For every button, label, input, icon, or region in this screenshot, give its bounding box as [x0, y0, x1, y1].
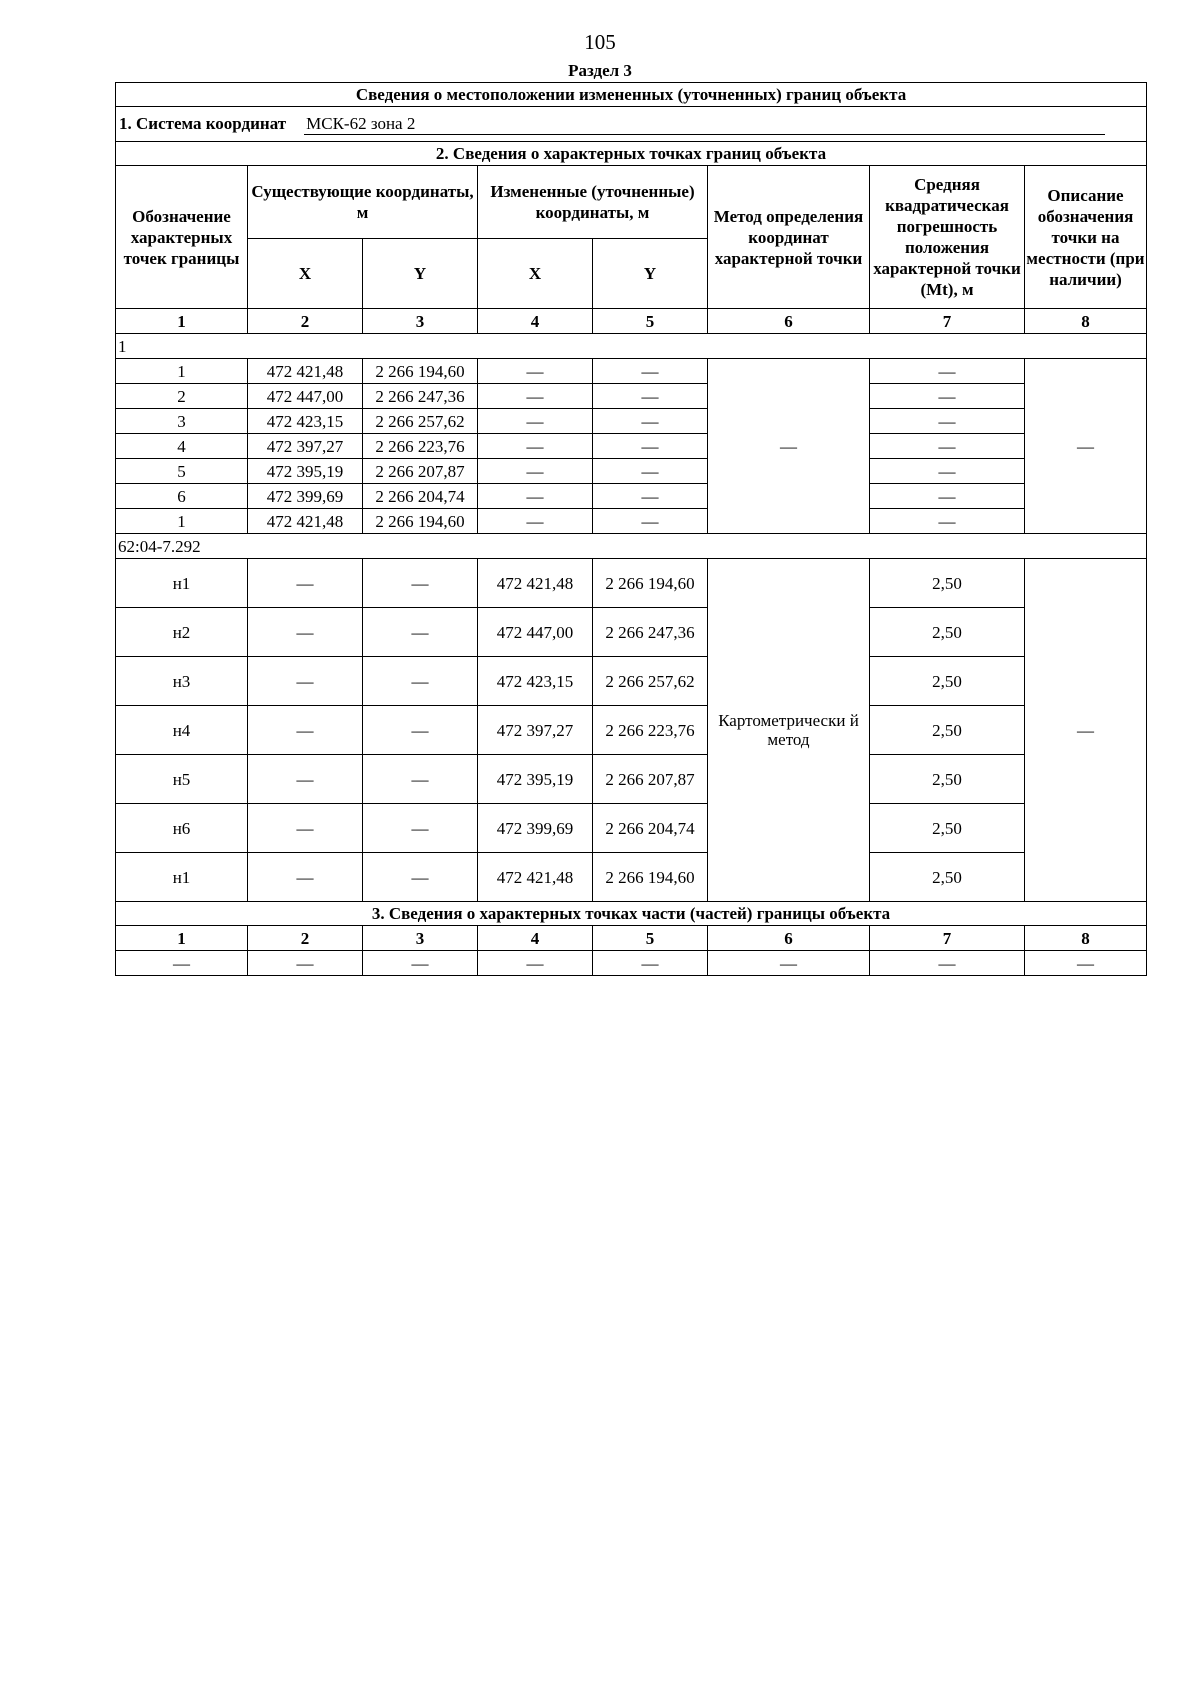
- method-cell: —: [708, 359, 870, 534]
- existing-x-cell: 472 423,15: [248, 409, 363, 434]
- table-cell: —: [116, 951, 248, 976]
- point-designation-cell: н5: [116, 755, 248, 804]
- changed-x-cell: 472 397,27: [478, 706, 593, 755]
- changed-y-cell: —: [593, 434, 708, 459]
- changed-y-cell: —: [593, 409, 708, 434]
- changed-x-cell: —: [478, 434, 593, 459]
- column-number: 4: [478, 926, 593, 951]
- changed-x-cell: —: [478, 484, 593, 509]
- table-row: [116, 384, 1147, 409]
- column-number: 2: [248, 926, 363, 951]
- point-designation-cell: н6: [116, 804, 248, 853]
- point-designation-cell: н1: [116, 559, 248, 608]
- existing-x-cell: 472 421,48: [248, 359, 363, 384]
- header-existing-x: X: [248, 239, 363, 309]
- mean-error-cell: —: [870, 384, 1025, 409]
- mean-error-cell: 2,50: [870, 706, 1025, 755]
- existing-y-cell: —: [363, 657, 478, 706]
- changed-x-cell: —: [478, 459, 593, 484]
- mean-error-cell: —: [870, 409, 1025, 434]
- changed-x-cell: 472 423,15: [478, 657, 593, 706]
- point-designation-cell: 4: [116, 434, 248, 459]
- changed-x-cell: 472 421,48: [478, 853, 593, 902]
- point-designation-cell: н1: [116, 853, 248, 902]
- changed-y-cell: —: [593, 459, 708, 484]
- existing-x-cell: 472 395,19: [248, 459, 363, 484]
- existing-x-cell: 472 447,00: [248, 384, 363, 409]
- coord-system-value: МСК-62 зона 2: [304, 114, 1105, 135]
- column-number: 8: [1025, 926, 1147, 951]
- column-number: 1: [116, 309, 248, 334]
- table-row: [116, 484, 1147, 509]
- column-number: 2: [248, 309, 363, 334]
- page-number: 105: [584, 30, 616, 54]
- column-number: 3: [363, 926, 478, 951]
- header-mean-error: Средняя квадратическая погрешность положения характерной точки (Mt), м: [870, 166, 1025, 309]
- table-cell: —: [593, 951, 708, 976]
- existing-x-cell: —: [248, 853, 363, 902]
- existing-y-cell: 2 266 247,36: [363, 384, 478, 409]
- mean-error-cell: —: [870, 359, 1025, 384]
- header-description: Описание обозначения точки на местности (при наличии): [1025, 166, 1147, 309]
- column-number: 7: [870, 926, 1025, 951]
- point-designation-cell: 1: [116, 509, 248, 534]
- changed-y-cell: 2 266 194,60: [593, 559, 708, 608]
- subsection-2-title: 2. Сведения о характерных точках границ объекта: [116, 142, 1147, 166]
- existing-x-cell: —: [248, 804, 363, 853]
- table-cell: —: [478, 951, 593, 976]
- table-row: [116, 409, 1147, 434]
- changed-y-cell: —: [593, 509, 708, 534]
- column-number: 7: [870, 309, 1025, 334]
- existing-y-cell: 2 266 223,76: [363, 434, 478, 459]
- column-number-row: [116, 309, 1147, 334]
- table-cell: —: [1025, 951, 1147, 976]
- header-changed-y: Y: [593, 239, 708, 309]
- column-number: 5: [593, 309, 708, 334]
- changed-x-cell: —: [478, 509, 593, 534]
- subsection-3-title: 3. Сведения о характерных точках части (частей) границы объекта: [116, 902, 1147, 926]
- table-row: [116, 509, 1147, 534]
- header-existing-y: Y: [363, 239, 478, 309]
- method-cell: Картометрически й метод: [708, 559, 870, 902]
- table-row: [116, 706, 1147, 755]
- group-2-label: 62:04-7.292: [116, 534, 1147, 559]
- mean-error-cell: —: [870, 509, 1025, 534]
- point-designation-cell: н4: [116, 706, 248, 755]
- changed-x-cell: —: [478, 359, 593, 384]
- changed-y-cell: 2 266 207,87: [593, 755, 708, 804]
- point-designation-cell: 6: [116, 484, 248, 509]
- column-number: 3: [363, 309, 478, 334]
- description-cell: —: [1025, 559, 1147, 902]
- changed-x-cell: 472 447,00: [478, 608, 593, 657]
- boundary-table: [115, 82, 1147, 976]
- point-designation-cell: 3: [116, 409, 248, 434]
- existing-y-cell: 2 266 194,60: [363, 509, 478, 534]
- mean-error-cell: 2,50: [870, 853, 1025, 902]
- table-cell: —: [248, 951, 363, 976]
- existing-y-cell: —: [363, 559, 478, 608]
- header-changed-x: X: [478, 239, 593, 309]
- table-cell: —: [870, 951, 1025, 976]
- column-number: 1: [116, 926, 248, 951]
- table-row: [116, 853, 1147, 902]
- table-title: Сведения о местоположении измененных (уточненных) границ объекта: [116, 83, 1147, 107]
- existing-y-cell: 2 266 257,62: [363, 409, 478, 434]
- column-number: 8: [1025, 309, 1147, 334]
- changed-y-cell: —: [593, 384, 708, 409]
- table-cell: —: [708, 951, 870, 976]
- mean-error-cell: —: [870, 434, 1025, 459]
- column-number: 5: [593, 926, 708, 951]
- column-number: 6: [708, 926, 870, 951]
- point-designation-cell: н2: [116, 608, 248, 657]
- point-designation-cell: н3: [116, 657, 248, 706]
- existing-x-cell: 472 397,27: [248, 434, 363, 459]
- existing-y-cell: —: [363, 853, 478, 902]
- existing-y-cell: 2 266 207,87: [363, 459, 478, 484]
- existing-y-cell: —: [363, 755, 478, 804]
- part-row: [116, 951, 1147, 976]
- table-row: [116, 359, 1147, 384]
- existing-x-cell: —: [248, 608, 363, 657]
- changed-y-cell: 2 266 194,60: [593, 853, 708, 902]
- changed-y-cell: —: [593, 359, 708, 384]
- column-number: 4: [478, 309, 593, 334]
- mean-error-cell: 2,50: [870, 755, 1025, 804]
- changed-x-cell: —: [478, 409, 593, 434]
- changed-x-cell: —: [478, 384, 593, 409]
- section-title: Раздел 3: [568, 61, 632, 80]
- existing-x-cell: 472 399,69: [248, 484, 363, 509]
- table-row: [116, 559, 1147, 608]
- mean-error-cell: 2,50: [870, 559, 1025, 608]
- table-row: [116, 804, 1147, 853]
- changed-y-cell: —: [593, 484, 708, 509]
- column-number: 6: [708, 309, 870, 334]
- coord-system-row: [116, 107, 1147, 142]
- existing-y-cell: —: [363, 706, 478, 755]
- mean-error-cell: 2,50: [870, 608, 1025, 657]
- changed-x-cell: 472 421,48: [478, 559, 593, 608]
- point-designation-cell: 2: [116, 384, 248, 409]
- mean-error-cell: 2,50: [870, 657, 1025, 706]
- existing-x-cell: —: [248, 657, 363, 706]
- table-row: [116, 755, 1147, 804]
- existing-y-cell: —: [363, 804, 478, 853]
- table-row: [116, 434, 1147, 459]
- header-point-designation: Обозначение характерных точек границы: [116, 166, 248, 309]
- mean-error-cell: —: [870, 484, 1025, 509]
- mean-error-cell: 2,50: [870, 804, 1025, 853]
- table-row: [116, 459, 1147, 484]
- group-1-label: 1: [116, 334, 1147, 359]
- existing-x-cell: —: [248, 559, 363, 608]
- existing-y-cell: 2 266 194,60: [363, 359, 478, 384]
- changed-y-cell: 2 266 204,74: [593, 804, 708, 853]
- changed-x-cell: 472 399,69: [478, 804, 593, 853]
- table-row: [116, 657, 1147, 706]
- existing-x-cell: —: [248, 706, 363, 755]
- point-designation-cell: 1: [116, 359, 248, 384]
- header-changed-coordinates: Измененные (уточненные) координаты, м: [478, 166, 708, 239]
- existing-x-cell: —: [248, 755, 363, 804]
- existing-x-cell: 472 421,48: [248, 509, 363, 534]
- table-row: [116, 608, 1147, 657]
- existing-y-cell: —: [363, 608, 478, 657]
- header-method: Метод определения координат характерной точки: [708, 166, 870, 309]
- description-cell: —: [1025, 359, 1147, 534]
- existing-y-cell: 2 266 204,74: [363, 484, 478, 509]
- changed-y-cell: 2 266 247,36: [593, 608, 708, 657]
- table-cell: —: [363, 951, 478, 976]
- mean-error-cell: —: [870, 459, 1025, 484]
- header-existing-coordinates: Существующие координаты, м: [248, 166, 478, 239]
- changed-x-cell: 472 395,19: [478, 755, 593, 804]
- changed-y-cell: 2 266 257,62: [593, 657, 708, 706]
- part-number-row: [116, 926, 1147, 951]
- changed-y-cell: 2 266 223,76: [593, 706, 708, 755]
- point-designation-cell: 5: [116, 459, 248, 484]
- coord-system-label: 1. Система координат: [119, 113, 287, 133]
